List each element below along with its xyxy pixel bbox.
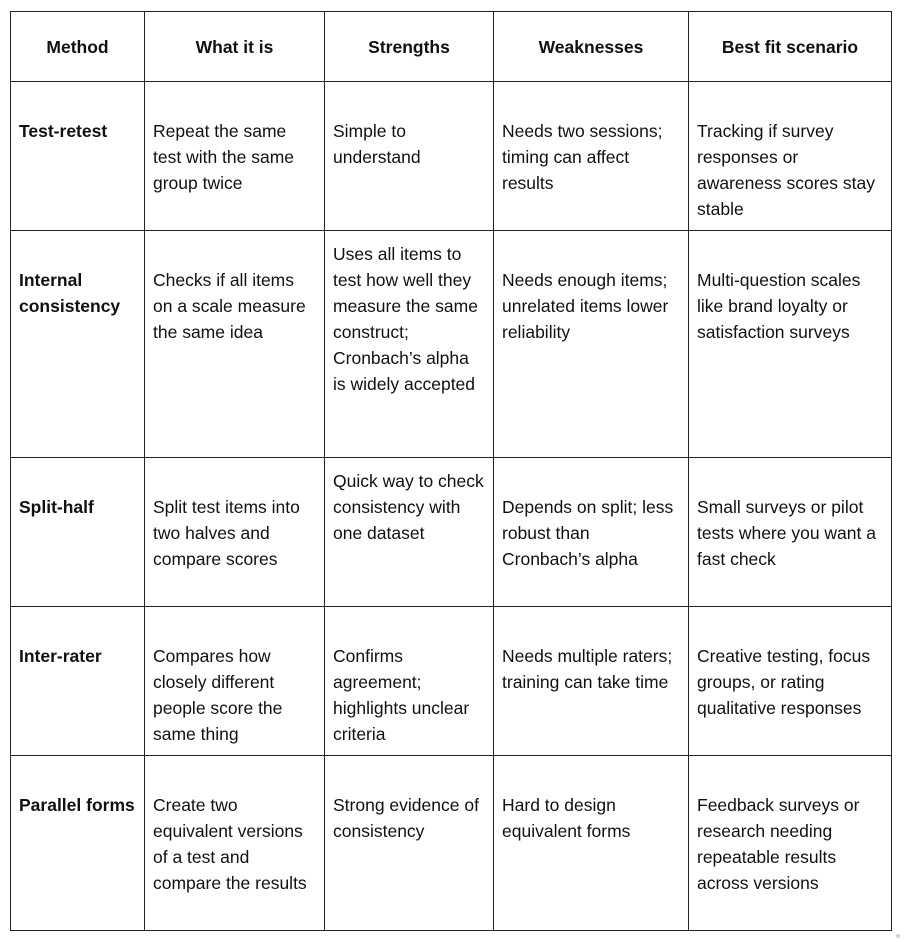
what-it-is-cell: Split test items into two halves and compare scores [145, 458, 325, 607]
table-header-row [11, 12, 892, 82]
method-cell: Split-half [11, 458, 145, 607]
reliability-methods-table [10, 11, 892, 931]
best-fit-cell: Tracking if survey responses or awareness scores stay stable [689, 82, 892, 231]
weaknesses-cell: Needs two sessions; timing can affect results [494, 82, 689, 231]
best-fit-cell: Multi-question scales like brand loyalty or satisfaction surveys [689, 231, 892, 458]
method-cell: Internal consistency [11, 231, 145, 458]
method-cell: Test-retest [11, 82, 145, 231]
weaknesses-cell: Hard to design equivalent forms [494, 756, 689, 931]
strengths-cell: Quick way to check consistency with one dataset [325, 458, 494, 607]
header-weaknesses: Weaknesses [494, 12, 689, 82]
table-row [11, 458, 892, 607]
corner-dot [896, 934, 900, 938]
header-method: Method [11, 12, 145, 82]
weaknesses-cell: Needs enough items; unrelated items lower reliability [494, 231, 689, 458]
table-row [11, 231, 892, 458]
header-what-it-is: What it is [145, 12, 325, 82]
strengths-cell: Simple to understand [325, 82, 494, 231]
table-row [11, 756, 892, 931]
table-row [11, 607, 892, 756]
best-fit-cell: Creative testing, focus groups, or rating qualitative responses [689, 607, 892, 756]
strengths-cell: Confirms agreement; highlights unclear criteria [325, 607, 494, 756]
strengths-cell: Uses all items to test how well they measure the same construct; Cronbach’s alpha is widely accepted [325, 231, 494, 458]
weaknesses-cell: Depends on split; less robust than Cronbach’s alpha [494, 458, 689, 607]
header-best-fit-scenario: Best fit scenario [689, 12, 892, 82]
method-cell: Inter-rater [11, 607, 145, 756]
what-it-is-cell: Create two equivalent versions of a test and compare the results [145, 756, 325, 931]
weaknesses-cell: Needs multiple raters; training can take time [494, 607, 689, 756]
what-it-is-cell: Repeat the same test with the same group twice [145, 82, 325, 231]
best-fit-cell: Small surveys or pilot tests where you want a fast check [689, 458, 892, 607]
what-it-is-cell: Checks if all items on a scale measure the same idea [145, 231, 325, 458]
strengths-cell: Strong evidence of consistency [325, 756, 494, 931]
header-strengths: Strengths [325, 12, 494, 82]
table-row [11, 82, 892, 231]
what-it-is-cell: Compares how closely different people score the same thing [145, 607, 325, 756]
best-fit-cell: Feedback surveys or research needing repeatable results across versions [689, 756, 892, 931]
method-cell: Parallel forms [11, 756, 145, 931]
